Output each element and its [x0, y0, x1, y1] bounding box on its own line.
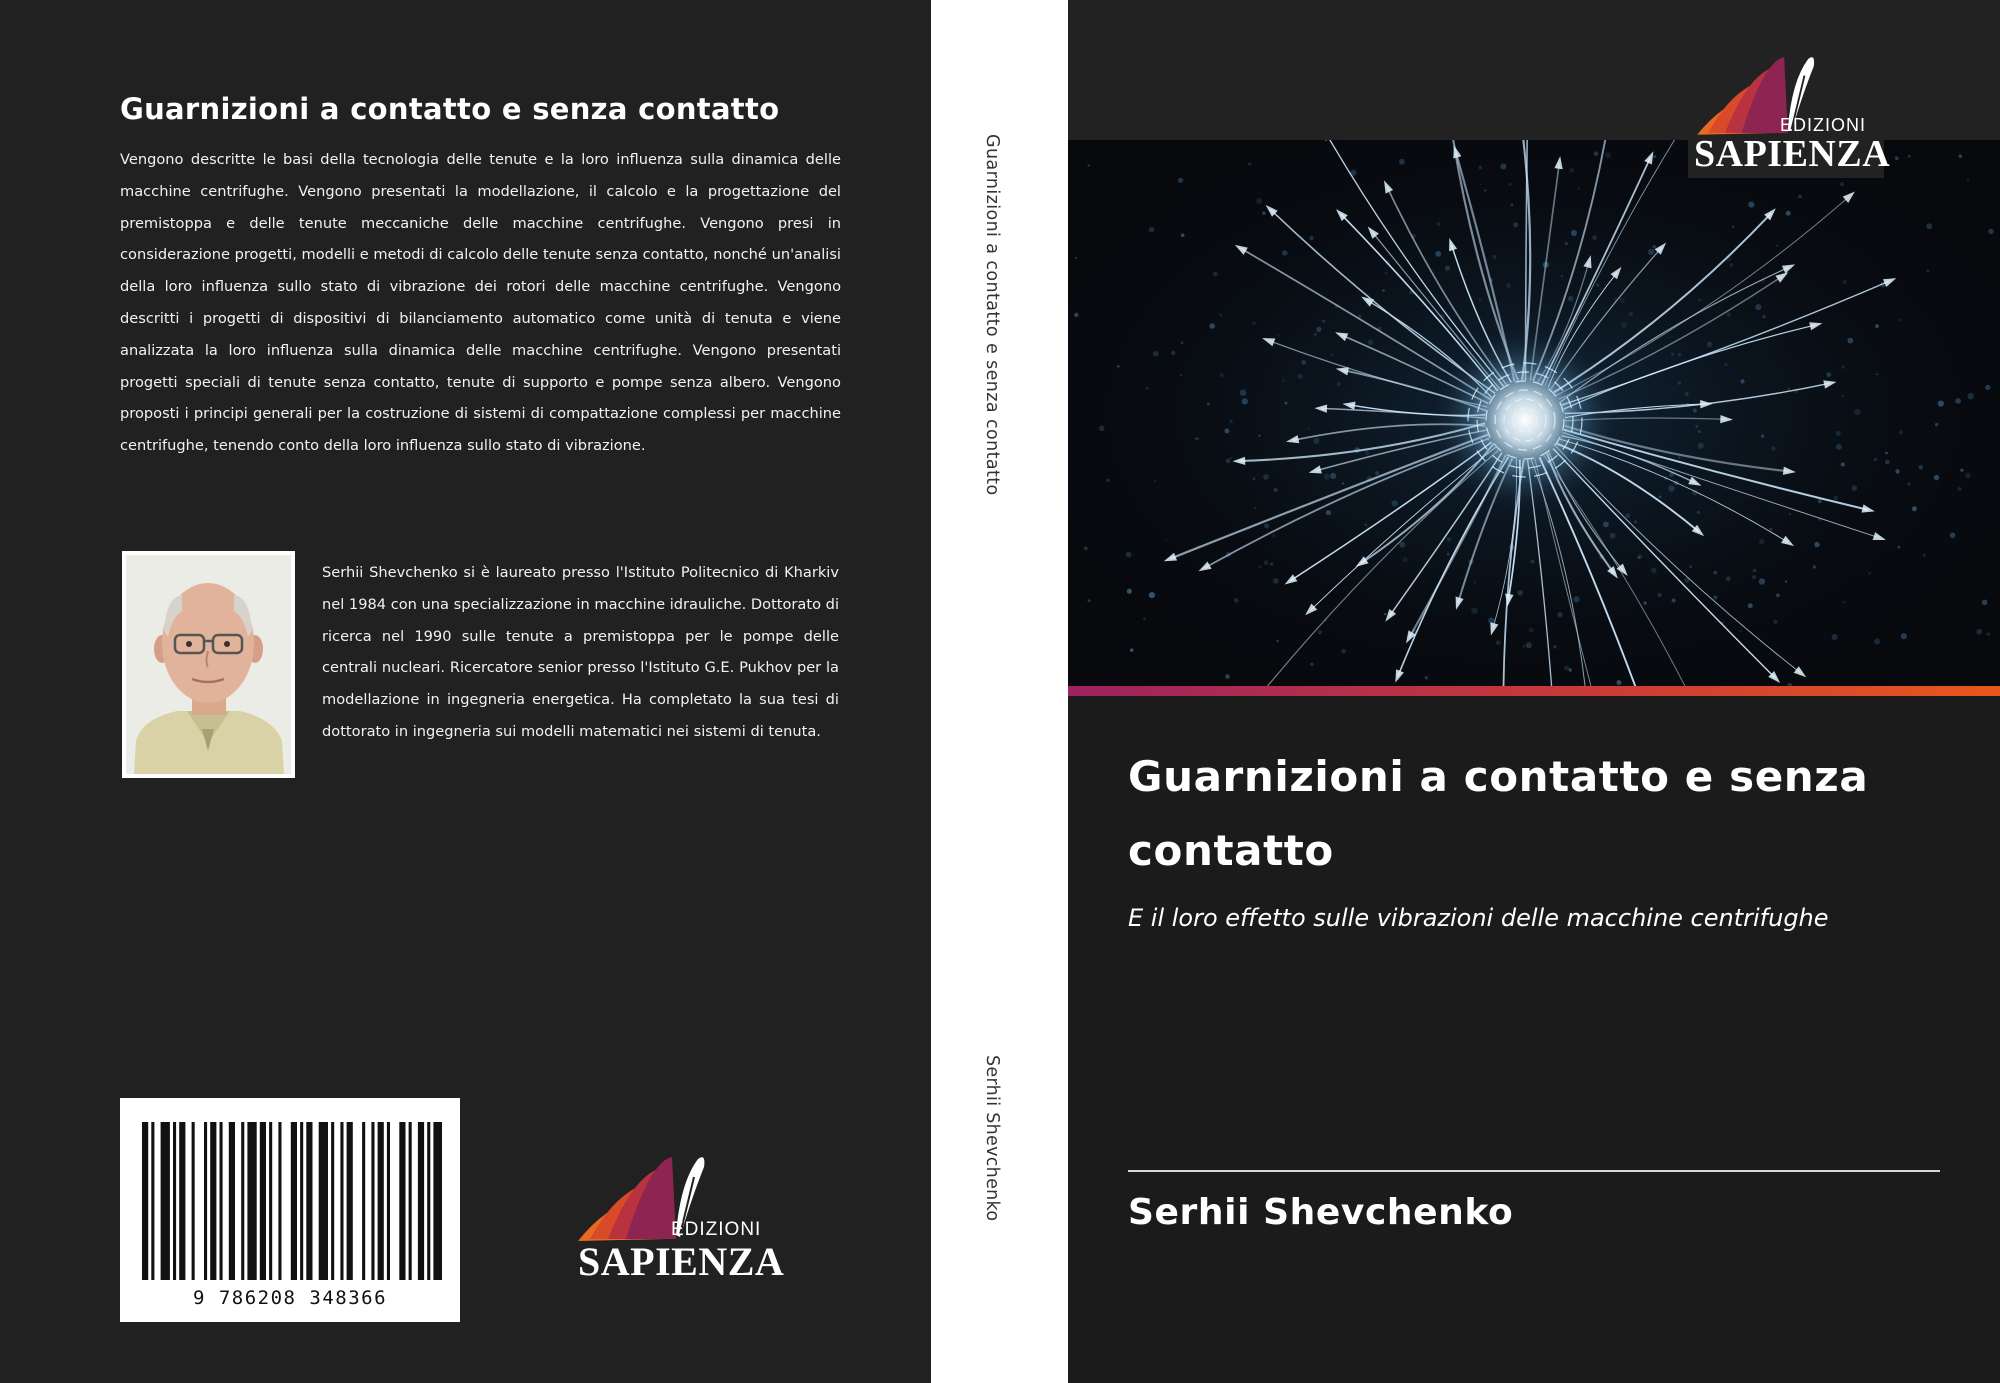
publisher-logo-front: [1688, 52, 1891, 178]
back-cover-title: Guarnizioni a contatto e senza contatto: [120, 92, 780, 126]
barcode-digits: 9 786208 348366: [192, 1287, 388, 1309]
author-bio: Serhii Shevchenko si è laureato presso l'Istituto Politecnico di Kharkiv nel 1984 con una specializzazione in macchine idrauliche. Dottorato di ricerca nel 1990 sulle tenute a premistoppa per le pompe delle centrali nucleari. Ricercatore senior presso l'Istituto G.E. Pukhov per la modellazione in ingegneria energetica. Ha completato la sua tesi di dottorato in ingegneria sui modelli matematici nei sistemi di tenuta.: [322, 564, 839, 740]
cover-accent-bar: [1068, 686, 2000, 696]
spine-title: Guarnizioni a contatto e senza contatto: [982, 134, 1002, 496]
logo-front-edizioni: EDIZIONI: [1780, 115, 1867, 135]
author-photo: [122, 551, 295, 778]
front-cover-subtitle: E il loro effetto sulle vibrazioni delle macchine centrifughe: [1128, 904, 1829, 932]
logo-back-edizioni: EDIZIONI: [671, 1219, 762, 1240]
front-cover-title: Guarnizioni a contatto e senza contatto: [1128, 752, 1869, 875]
logo-back-sapienza: SAPIENZA: [578, 1239, 785, 1284]
logo-front-sapienza: SAPIENZA: [1694, 133, 1891, 175]
publisher-logo-back: [568, 1153, 785, 1284]
barcode-bars: [138, 1122, 442, 1292]
front-cover-divider: [1128, 1170, 1940, 1172]
isbn-barcode: [120, 1098, 460, 1322]
back-cover-blurb: Vengono descritte le basi della tecnologia delle tenute e la loro influenza sulla dinamica delle macchine centrifughe. Vengono presentati la modellazione, il calcolo e la progettazione del premistoppa e delle tenute meccaniche delle macchine centrifughe. Vengono presi in considerazione progetti, modelli e metodi di calcolo delle tenute senza contatto, nonché un'analisi della loro influenza sullo stato di vibrazione dei rotori delle macchine centrifughe. Vengono descritti i progetti di dispositivi di bilanciamento automatico come unità di tenuta e viene analizzata la loro influenza sulla dinamica delle macchine centrifughe. Vengono presentati progetti speciali di tenute senza contatto, tenute di supporto e pompe senza albero. Vengono proposti i principi generali per la costruzione di sistemi di compattazione complessi per macchine centrifughe, tenendo conto della loro influenza sullo stato di vibrazione.: [120, 151, 841, 455]
spine-author: Serhii Shevchenko: [982, 1055, 1002, 1222]
radial-arrows-illustration: [1068, 140, 2000, 686]
front-cover-author: Serhii Shevchenko: [1128, 1192, 1514, 1233]
cover-image-radial-burst: [1068, 140, 2000, 686]
